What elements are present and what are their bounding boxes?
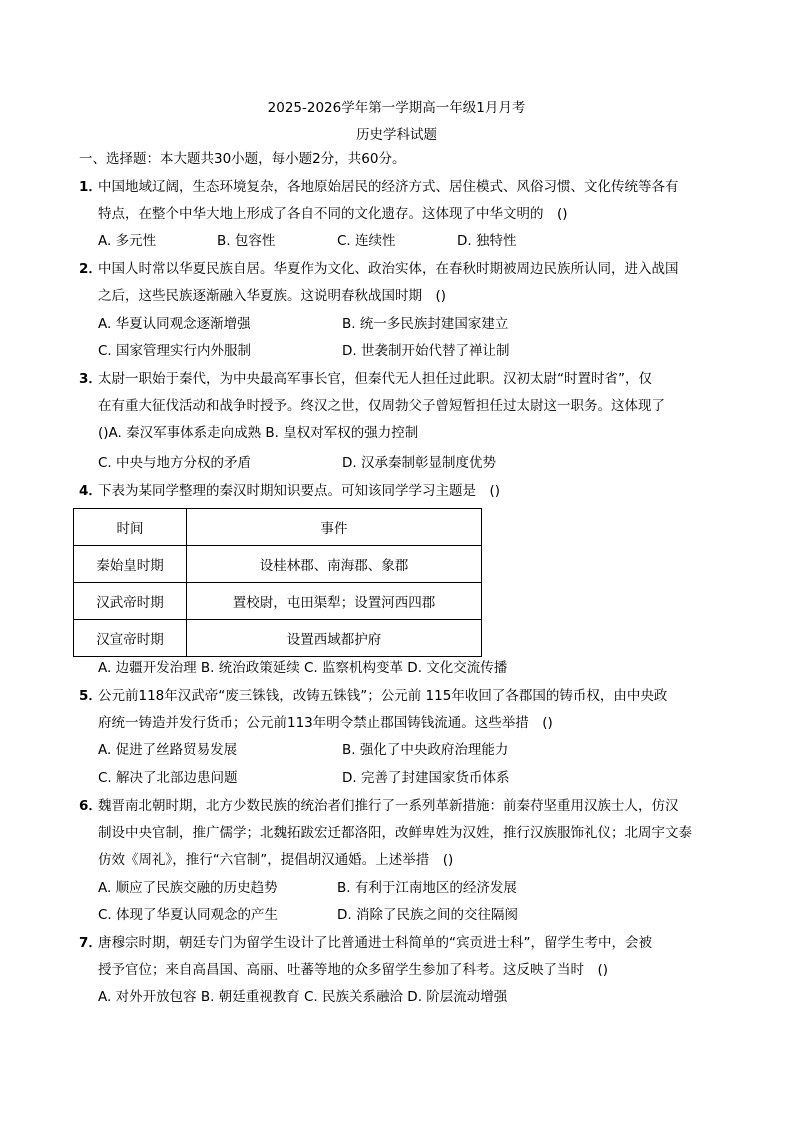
table-row <box>74 620 482 657</box>
option-a: A. 促进了丝路贸易发展 <box>98 742 238 758</box>
option-c: C. 中央与地方分权的矛盾 <box>98 455 252 471</box>
question-text-line: 之后，这些民族逐渐融入华夏族。这说明春秋战国时期 () <box>98 288 447 304</box>
table-cell: 设桂林郡、南海郡、象郡 <box>187 546 482 583</box>
table-cell: 置校尉，屯田渠犁；设置河西四郡 <box>187 583 482 620</box>
question-number: 6． <box>79 798 102 814</box>
question-text-line: 府统一铸造并发行货币；公元前113年明令禁止郡国铸钱流通。这些举措 () <box>98 715 553 731</box>
exam-title: 2025-2026学年第一学期高一年级1月月考 <box>267 100 526 116</box>
option-b: B. 有利于江南地区的经济发展 <box>337 880 517 896</box>
option-d: D. 汉承秦制彰显制度优势 <box>342 455 496 471</box>
option-c: C. 解决了北部边患问题 <box>98 770 238 786</box>
question-text-line: 制设中央官制，推广儒学；北魏拓跋宏迁都洛阳，改鲜卑姓为汉姓，推行汉族服饰礼仪；北周宇文泰 <box>98 825 692 841</box>
question-number: 1． <box>79 179 102 195</box>
question-number: 2． <box>79 261 102 277</box>
option-b: B. 统一多民族封建国家建立 <box>342 316 509 332</box>
option-c: C. 国家管理实行内外服制 <box>98 343 252 359</box>
option-b: B. 包容性 <box>217 233 276 249</box>
question-text-line: 授予官位；来自高昌国、高丽、吐蕃等地的众多留学生参加了科考。这反映了当时 () <box>98 962 609 978</box>
question-text-line: 仿效《周礼》，推行“六官制”，提倡胡汉通婚。上述举措 () <box>98 852 454 868</box>
question-text-line: 特点，在整个中华大地上形成了各自不同的文化遗存。这体现了中华文明的 () <box>98 206 568 222</box>
table-header: 时间 <box>74 509 187 546</box>
table-cell: 汉武帝时期 <box>74 583 187 620</box>
option-a: A. 顺应了民族交融的历史趋势 <box>98 880 278 896</box>
section-heading: 一、选择题：本大题共30小题，每小题2分，共60分。 <box>79 151 406 167</box>
option-a: A. 多元性 <box>98 233 157 249</box>
question-number: 4． <box>79 483 102 499</box>
option-a: A. 华夏认同观念逐渐增强 <box>98 316 251 332</box>
question-text-line: 在有重大征伐活动和战争时授予。终汉之世，仅周勃父子曾短暂担任过太尉这一职务。这体现了 <box>98 398 665 414</box>
option-d: D. 独特性 <box>457 233 517 249</box>
table-cell: 秦始皇时期 <box>74 546 187 583</box>
question-number: 7． <box>79 935 102 951</box>
exam-subtitle: 历史学科试题 <box>356 127 437 143</box>
question-text-line: 唐穆宗时期，朝廷专门为留学生设计了比普通进士科简单的“宾贡进士科”，留学生考中，会被 <box>98 935 652 951</box>
options-line: A. 边疆开发治理 B. 统治政策延续 C. 监察机构变革 D. 文化交流传播 <box>98 660 508 676</box>
knowledge-table <box>73 508 482 657</box>
question-number: 3． <box>79 371 102 387</box>
question-text-line: 下表为某同学整理的秦汉时期知识要点。可知该同学学习主题是 () <box>98 483 501 499</box>
question-text-line: 魏晋南北朝时期，北方少数民族的统治者们推行了一系列革新措施：前秦苻坚重用汉族士人，仿汉 <box>98 798 679 814</box>
question-text-line: 太尉一职始于秦代，为中央最高军事长官，但秦代无人担任过此职。汉初太尉“时置时省”，仅 <box>98 371 652 387</box>
question-text-line: 中国人时常以华夏民族自居。华夏作为文化、政治实体，在春秋时期被周边民族所认同，进入战国 <box>98 261 679 277</box>
table-cell: 汉宣帝时期 <box>74 620 187 657</box>
table-row <box>74 546 482 583</box>
table-cell: 设置西域都护府 <box>187 620 482 657</box>
table-header-row <box>74 509 482 546</box>
table-header: 事件 <box>187 509 482 546</box>
option-c: C. 连续性 <box>337 233 396 249</box>
options-line: A. 对外开放包容 B. 朝廷重视教育 C. 民族关系融洽 D. 阶层流动增强 <box>98 989 508 1005</box>
option-d: D. 完善了封建国家货币体系 <box>342 770 510 786</box>
question-number: 5． <box>79 688 102 704</box>
question-text-line: 中国地域辽阔，生态环境复杂，各地原始居民的经济方式、居住模式、风俗习惯、文化传统等各有 <box>98 179 679 195</box>
option-c: C. 体现了华夏认同观念的产生 <box>98 907 279 923</box>
table-row <box>74 583 482 620</box>
option-d: D. 消除了民族之间的交往隔阂 <box>337 907 518 923</box>
question-text-line: 公元前118年汉武帝“废三铢钱，改铸五铢钱”；公元前 115年收回了各郡国的铸币权，由中央政 <box>98 688 668 704</box>
option-d: D. 世袭制开始代替了禅让制 <box>342 343 510 359</box>
option-b: B. 强化了中央政府治理能力 <box>342 742 509 758</box>
question-text-line: ()A. 秦汉军事体系走向成熟 B. 皇权对军权的强力控制 <box>98 425 419 441</box>
